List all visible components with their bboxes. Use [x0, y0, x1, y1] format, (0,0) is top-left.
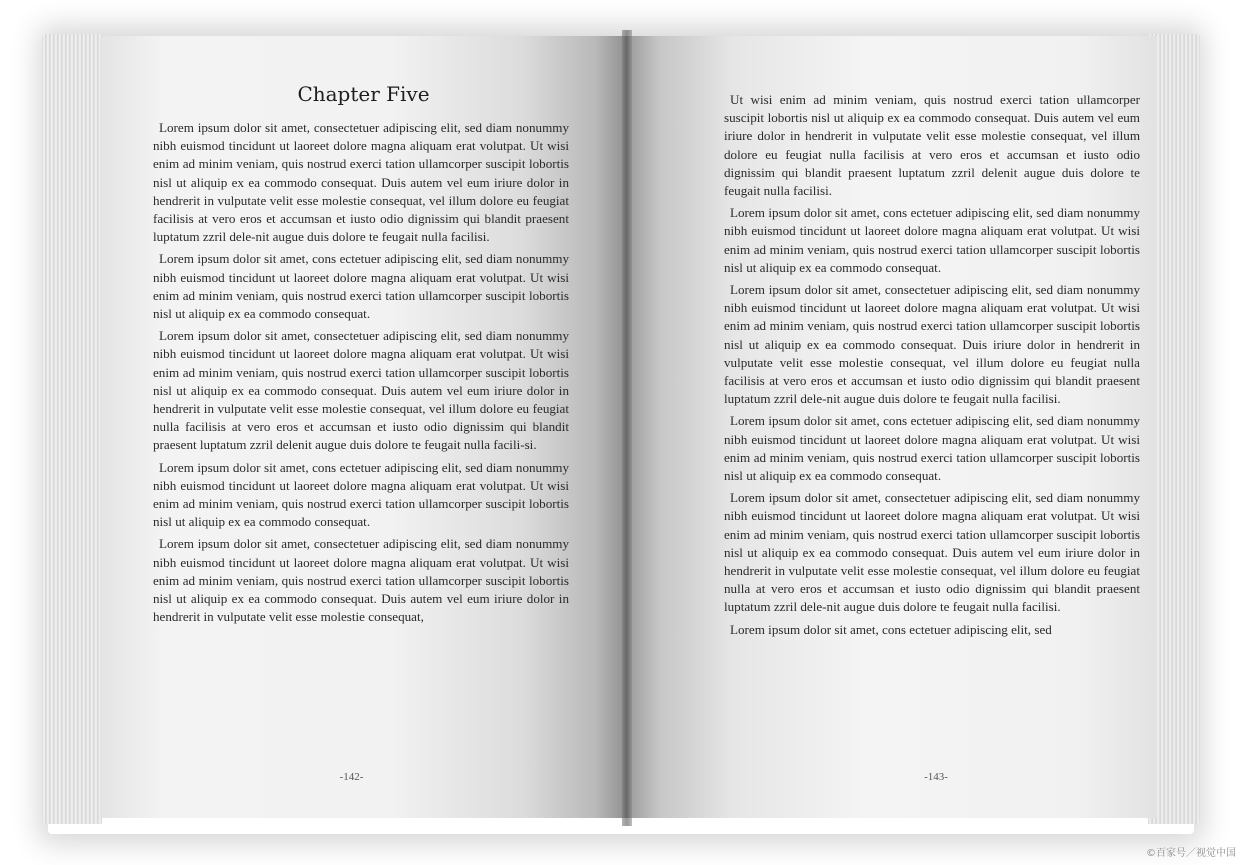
- paragraph: Lorem ipsum dolor sit amet, consectetuer adipiscing elit, sed diam nonummy nibh euismod tincidunt ut laoreet dolore magna aliquam erat volutpat. Ut wisi enim ad minim veniam, quis nostrud exerci tation ullamcorper suscipit lobortis nisl ut aliquip ex ea commodo consequat. Duis iriure dolor in hendrerit in vulputate velit esse molestie consequat, vel illum dolore eu feugiat nulla facilisis at vero eros et accumsan et iusto odio dignissim qui blandit praesent luptatum zzril dele-nit augue duis dolore te feugait nulla facilisi.: [724, 282, 1140, 407]
- watermark: ©百家号／视觉中国: [1146, 848, 1236, 859]
- paragraph: Lorem ipsum dolor sit amet, cons ectetuer adipiscing elit, sed: [730, 621, 1052, 637]
- paragraph: Lorem ipsum dolor sit amet, cons ectetuer adipiscing elit, sed diam nonummy nibh euismod tincidunt ut laoreet dolore magna aliquam erat volutpat. Ut wisi enim ad minim veniam, quis nostrud exerci tation ullamcorper suscipit lobortis nisl ut aliquip ex ea commodo consequat.: [724, 205, 1140, 275]
- page-number-left: -142-: [339, 771, 364, 783]
- paragraph: Lorem ipsum dolor sit amet, cons ectetuer adipiscing elit, sed diam nonummy nibh euismod tincidunt ut laoreet dolore magna aliquam erat volutpat. Ut wisi enim ad minim veniam, quis nostrud exerci tation ullamcorper suscipit lobortis nisl ut aliquip ex ea commodo consequat.: [153, 459, 569, 530]
- paragraph: Lorem ipsum dolor sit amet, cons ectetuer adipiscing elit, sed diam nonummy nibh euismod tincidunt ut laoreet dolore magna aliquam erat volutpat. Ut wisi enim ad minim veniam, quis nostrud exerci tation ullamcorper suscipit lobortis nisl ut aliquip ex ea commodo consequat.: [153, 251, 569, 322]
- chapter-title: Chapter Five: [297, 82, 430, 106]
- right-page: [627, 36, 1157, 818]
- left-page: [100, 36, 627, 818]
- book-spine: [622, 30, 632, 826]
- paragraph: Lorem ipsum dolor sit amet, consectetuer adipiscing elit, sed diam nonummy nibh euismod tincidunt ut laoreet dolore magna aliquam erat volutpat. Ut wisi enim ad minim veniam, quis nostrud exerci tation ullamcorper suscipit lobortis nisl ut aliquip ex ea commodo consequat. Duis autem vel eum iriure dolor in hendrerit in vulputate velit esse molestie consequat, vel illum dolore eu feugiat nulla at vero eros et accumsan et iusto odio dignissim qui blandit praesent luptatum zzril dele-nit augue duis dolore te feugait nulla facilisi.: [724, 490, 1140, 615]
- paragraph: Lorem ipsum dolor sit amet, consectetuer adipiscing elit, sed diam nonummy nibh euismod tincidunt ut laoreet dolore magna aliquam erat volutpat. Ut wisi enim ad minim veniam, quis nostrud exerci tation ullamcorper suscipit lobortis nisl ut aliquip ex ea commodo consequat. Duis autem vel eum iriure dolor in hendrerit in vulputate velit esse molestie consequat, vel illum dolore eu feugiat nulla facilisis at vero eros et accumsan et iusto odio dignissim qui blandit praesent luptatum zzril delenit augue duis dolore te feugait nulla facili-si.: [153, 328, 569, 453]
- left-page-text: [153, 119, 569, 775]
- page-number-right: -143-: [924, 771, 948, 783]
- left-page-edges: [42, 34, 102, 824]
- paragraph: Lorem ipsum dolor sit amet, consectetuer adipiscing elit, sed diam nonummy nibh euismod tincidunt ut laoreet dolore magna aliquam erat volutpat. Ut wisi enim ad minim veniam, quis nostrud exerci tation ullamcorper suscipit lobortis nisl ut aliquip ex ea commodo consequat. Duis autem vel eum iriure dolor in hendrerit in vulputate velit esse molestie consequat, vel illum dolore eu feugiat facilisis at vero eros et accumsan et iusto odio dignissim qui blandit praesent luptatum zzril dele-nit augue duis dolore te feugait nulla facilisi.: [153, 120, 569, 245]
- paragraph: Lorem ipsum dolor sit amet, consectetuer adipiscing elit, sed diam nonummy nibh euismod tincidunt ut laoreet dolore magna aliquam erat volutpat. Ut wisi enim ad minim veniam, quis nostrud exerci tation ullamcorper suscipit lobortis nisl ut aliquip ex ea commodo consequat. Duis autem vel eum iriure dolor in hendrerit in vulputate velit esse molestie consequat,: [153, 536, 569, 625]
- open-book: [38, 26, 1204, 832]
- paragraph: Lorem ipsum dolor sit amet, cons ectetuer adipiscing elit, sed diam nonummy nibh euismod tincidunt ut laoreet dolore magna aliquam erat volutpat. Ut wisi enim ad minim veniam, quis nostrud exerci tation ullamcorper suscipit lobortis nisl ut aliquip ex ea commodo consequat.: [724, 413, 1140, 484]
- paragraph: Ut wisi enim ad minim veniam, quis nostrud exerci tation ullamcorper suscipit lobortis nisl ut aliquip ex ea commodo consequat. Duis autem vel eum iriure dolor in hendrerit in vulputate velit esse molestie consequat, vel illum dolore eu feugiat nulla facilisis at vero eros et accumsan et iusto odio dignissim qui blandit praesent luptatum zzril delenit augue duis dolore te feugait nulla facilisi.: [724, 92, 1140, 199]
- right-page-text: [724, 91, 1140, 781]
